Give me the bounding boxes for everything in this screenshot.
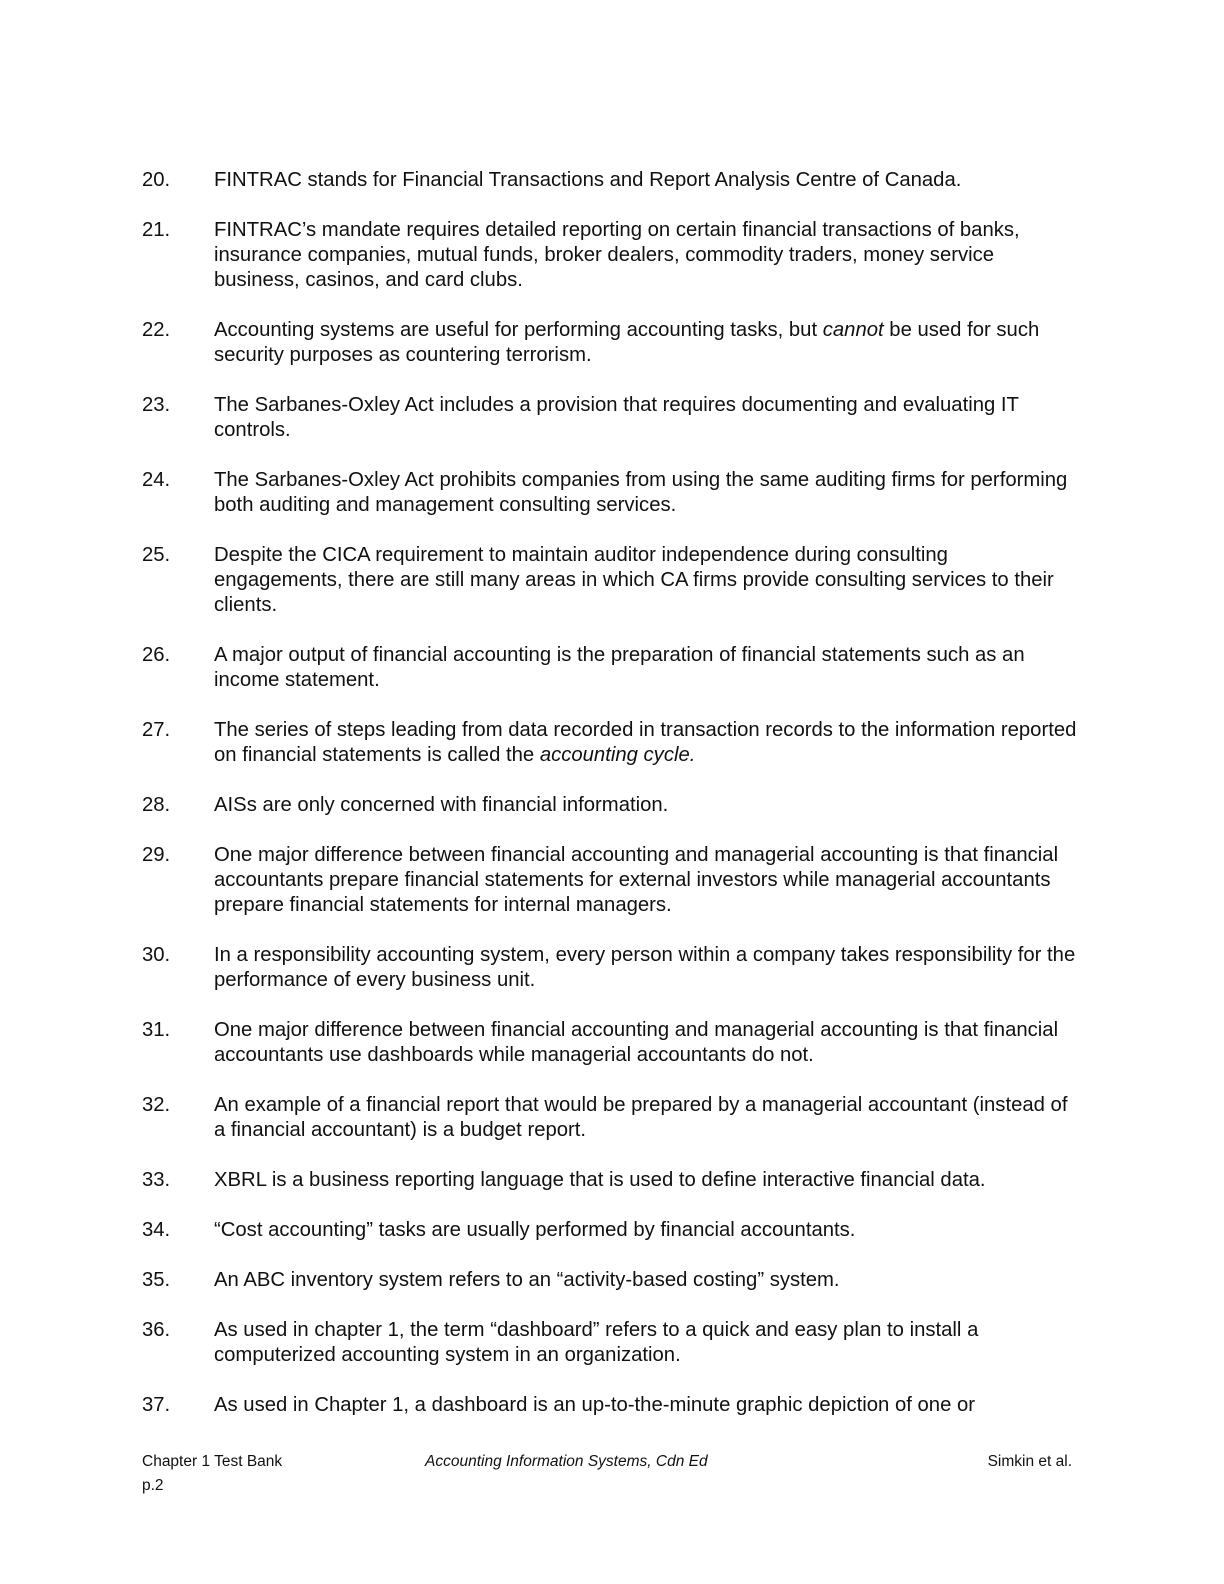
question-item	[142, 943, 1082, 993]
question-text-segment: Accounting systems are useful for performing accounting tasks, but	[214, 319, 823, 341]
question-text-segment: FINTRAC’s mandate requires detailed reporting on certain financial transactions of banks, insurance companies, mutual funds, broker dealers, commodity traders, money service business, casinos, and card clubs.	[214, 219, 1020, 291]
question-item	[142, 318, 1082, 368]
question-text-segment: A major output of financial accounting is the preparation of financial statements such as an income statement.	[214, 644, 1025, 691]
question-item	[142, 168, 1082, 193]
question-number: 25.	[142, 544, 171, 566]
question-text	[214, 1268, 1082, 1293]
question-number: 27.	[142, 719, 171, 741]
footer-chapter: Chapter 1 Test Bank	[142, 1453, 283, 1470]
question-item	[142, 468, 1082, 518]
question-item	[142, 1393, 1082, 1418]
question-text-segment: The Sarbanes-Oxley Act prohibits companies from using the same auditing firms for performing both auditing and management consulting services.	[214, 469, 1068, 516]
question-text	[214, 718, 1082, 768]
question-item	[142, 218, 1082, 293]
question-number: 21.	[142, 219, 171, 241]
question-text-segment: One major difference between financial accounting and managerial accounting is that financial accountants prepare financial statements for external investors while managerial accountants prepare financial statements for internal managers.	[214, 844, 1059, 916]
question-text	[214, 1393, 1082, 1418]
question-text	[214, 1018, 1082, 1068]
question-item	[142, 393, 1082, 443]
question-text-segment: The series of steps leading from data recorded in transaction records to the information reported on financial statements is called the	[214, 719, 1077, 766]
footer-authors: Simkin et al.	[987, 1453, 1072, 1470]
question-text	[214, 1318, 1082, 1368]
question-number: 30.	[142, 944, 171, 966]
question-number: 36.	[142, 1319, 171, 1341]
question-text-segment: One major difference between financial accounting and managerial accounting is that financial accountants use dashboards while managerial accountants do not.	[214, 1019, 1059, 1066]
question-item	[142, 543, 1082, 618]
question-item	[142, 843, 1082, 918]
question-number: 22.	[142, 319, 171, 341]
question-number: 20.	[142, 169, 171, 191]
question-number: 37.	[142, 1394, 171, 1416]
question-number: 34.	[142, 1219, 171, 1241]
question-item	[142, 793, 1082, 818]
question-text-segment: “Cost accounting” tasks are usually performed by financial accountants.	[214, 1219, 856, 1241]
footer-page-number: p.2	[142, 1477, 164, 1494]
question-text-italic: accounting cycle.	[539, 744, 696, 766]
question-number: 28.	[142, 794, 171, 816]
question-text-segment: An ABC inventory system refers to an “activity-based costing” system.	[214, 1269, 840, 1291]
question-item	[142, 1168, 1082, 1193]
question-item	[142, 1218, 1082, 1243]
question-text	[214, 943, 1082, 993]
question-number: 35.	[142, 1269, 171, 1291]
question-text-segment: As used in Chapter 1, a dashboard is an up-to-the-minute graphic depiction of one or	[214, 1394, 976, 1416]
question-number: 26.	[142, 644, 171, 666]
question-text-segment: XBRL is a business reporting language that is used to define interactive financial data.	[214, 1169, 986, 1191]
question-item	[142, 1018, 1082, 1068]
question-text	[214, 543, 1082, 618]
question-text-segment: FINTRAC stands for Financial Transactions and Report Analysis Centre of Canada.	[214, 169, 962, 191]
question-text	[214, 1168, 1082, 1193]
question-text-segment: be used for such security purposes as countering terrorism.	[214, 319, 1040, 366]
question-number: 31.	[142, 1019, 171, 1041]
question-text	[214, 218, 1082, 293]
question-text	[214, 393, 1082, 443]
question-text-segment: An example of a financial report that would be prepared by a managerial accountant (instead of a financial accountant) is a budget report.	[214, 1094, 1068, 1141]
question-text	[214, 468, 1082, 518]
question-item	[142, 1268, 1082, 1293]
question-text	[214, 1093, 1082, 1143]
question-text-italic: cannot	[822, 319, 884, 341]
question-number: 29.	[142, 844, 171, 866]
question-text-segment: As used in chapter 1, the term “dashboard” refers to a quick and easy plan to install a computerized accounting system in an organization.	[214, 1319, 979, 1366]
question-item	[142, 1318, 1082, 1368]
question-text-segment: Despite the CICA requirement to maintain auditor independence during consulting engagements, there are still many areas in which CA firms provide consulting services to their clients.	[214, 544, 1054, 616]
question-text	[214, 643, 1082, 693]
question-text-segment: In a responsibility accounting system, every person within a company takes responsibility for the performance of every business unit.	[214, 944, 1076, 991]
question-text-segment: The Sarbanes-Oxley Act includes a provision that requires documenting and evaluating IT controls.	[214, 394, 1019, 441]
question-text	[214, 793, 1082, 818]
question-number: 33.	[142, 1169, 171, 1191]
question-list	[142, 168, 1082, 1443]
question-number: 23.	[142, 394, 171, 416]
question-item	[142, 643, 1082, 693]
question-number: 32.	[142, 1094, 171, 1116]
question-number: 24.	[142, 469, 171, 491]
question-text	[214, 168, 1082, 193]
question-item	[142, 1093, 1082, 1143]
footer-book-title: Accounting Information Systems, Cdn Ed	[425, 1453, 708, 1470]
question-text	[214, 318, 1082, 368]
question-text	[214, 1218, 1082, 1243]
question-text-segment: AISs are only concerned with financial information.	[214, 794, 669, 816]
question-text	[214, 843, 1082, 918]
question-item	[142, 718, 1082, 768]
